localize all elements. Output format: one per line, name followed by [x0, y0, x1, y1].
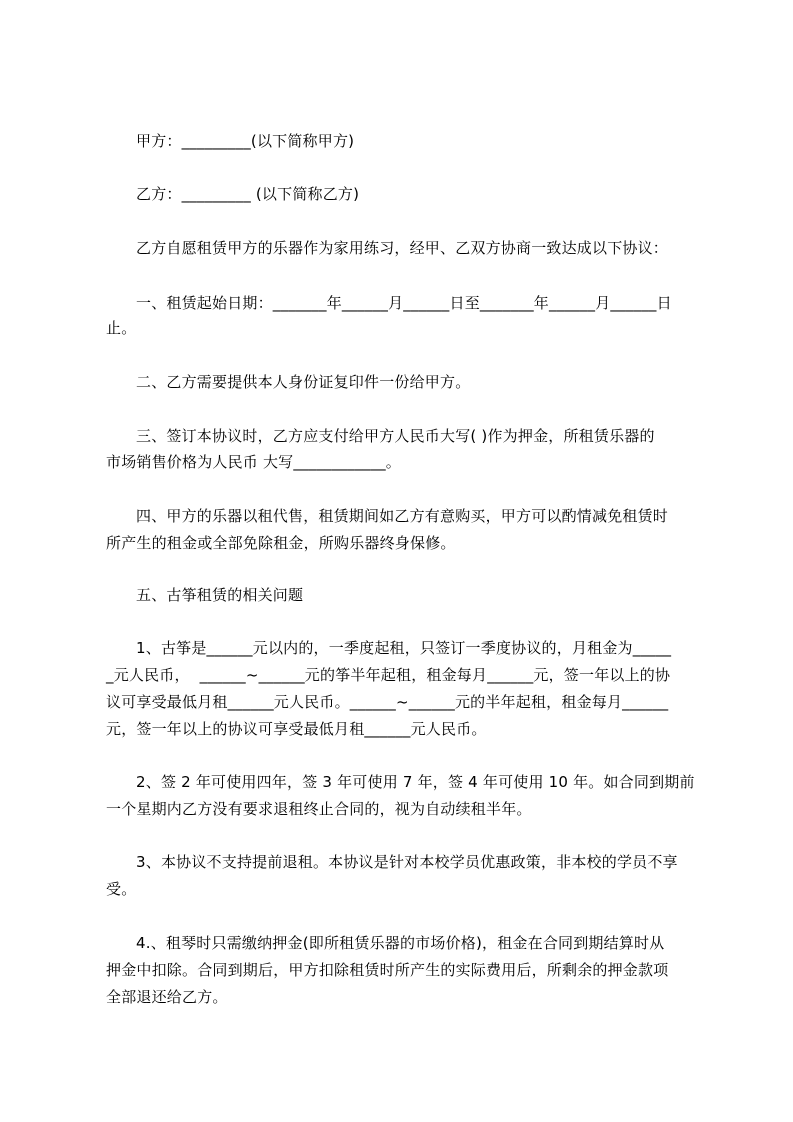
item-4-line-3: 全部退还给乙方。	[106, 988, 228, 1006]
party-a-line: 甲方：_________(以下简称甲方)	[136, 132, 355, 150]
clause-2: 二、乙方需要提供本人身份证复印件一份给甲方。	[136, 373, 471, 391]
item-1-line-1: 1、古筝是______元以内的，一季度起租，只签订一季度协议的，月租金为_____	[136, 639, 672, 657]
item-2-line-2: 一个星期内乙方没有要求退租终止合同的，视为自动续租半年。	[106, 800, 532, 818]
item-1-line-2: _元人民币， ______~______元的筝半年起租，租金每月______元，签一年以上的协	[106, 666, 671, 684]
party-b-line: 乙方：_________ (以下简称乙方)	[136, 185, 360, 203]
clause-5-title: 五、古筝租赁的相关问题	[136, 586, 304, 604]
item-1-line-3: 议可享受最低月租______元人民币。______~______元的半年起租，租金每月______	[106, 693, 669, 711]
item-3-line-1: 3、本协议不支持提前退租。本协议是针对本校学员优惠政策，非本校的学员不享	[136, 853, 678, 871]
clause-4-line-2: 所产生的租金或全部免除租金，所购乐器终身保修。	[106, 534, 456, 552]
clause-4-line-1: 四、甲方的乐器以租代售，租赁期间如乙方有意购买，甲方可以酌情减免租赁时	[136, 507, 669, 525]
item-1-line-4: 元，签一年以上的协议可享受最低月租______元人民币。	[106, 720, 487, 738]
clause-3-line-2: 市场销售价格为人民币 大写____________。	[106, 453, 401, 471]
clause-1-line-1: 一、租赁起始日期：_______年______月______日至_______年______月______日	[136, 294, 672, 312]
item-3-line-2: 受。	[106, 880, 137, 898]
clause-1-line-2: 止。	[106, 319, 137, 337]
clause-3-line-1: 三、签订本协议时，乙方应支付给甲方人民币大写( )作为押金，所租赁乐器的	[136, 427, 655, 445]
item-4-line-1: 4.、租琴时只需缴纳押金(即所租赁乐器的市场价格)，租金在合同到期结算时从	[136, 934, 665, 952]
intro-paragraph: 乙方自愿租赁甲方的乐器作为家用练习，经甲、乙双方协商一致达成以下协议：	[136, 239, 669, 257]
item-2-line-1: 2、签 2 年可使用四年，签 3 年可使用 7 年，签 4 年可使用 10 年。如合同到期前	[136, 773, 695, 791]
item-4-line-2: 押金中扣除。合同到期后，甲方扣除租赁时所产生的实际费用后，所剩余的押金款项	[106, 961, 669, 979]
